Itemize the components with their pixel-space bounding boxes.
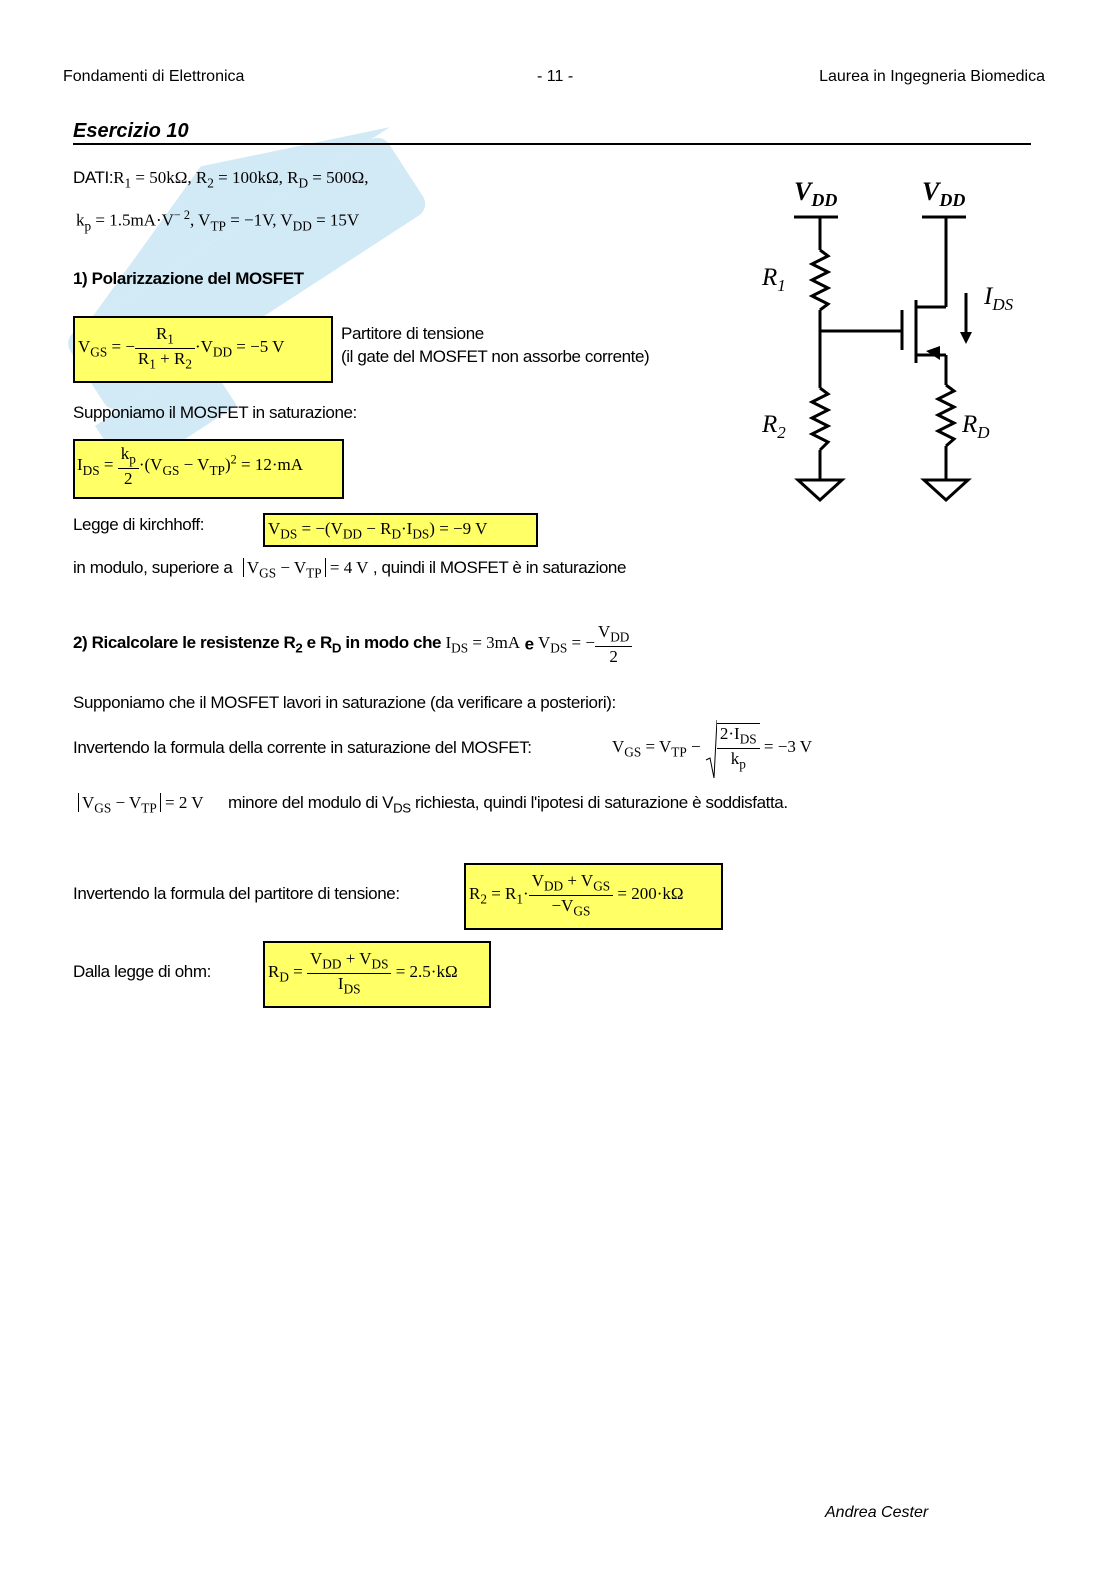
partitore-label: Partitore di tensione — [341, 324, 484, 343]
equation-vgs-2: $V_{GS} = V_{TP}$ − $\frac{2\cdot I_{DS}}{k_p}$ = −3 V — [612, 718, 812, 778]
rd-label: $R_D$ — [962, 411, 990, 442]
saturation-check-line: $V_{GS} - V_{TP} = 2$ V minore del modulo di $V_{DS}$ richiesta, quindi l'ipotesi di saturazione è soddisfatta. — [78, 793, 788, 817]
invert-partitore-label: Invertendo la formula del partitore di tensione: — [73, 884, 400, 903]
equation-vgs: $V_{GS}$ = − $\frac{R_1}{R_1 + R_2}$ $\cdot V_{DD} = -5$ V — [73, 316, 333, 383]
header-course: Fondamenti di Elettronica — [63, 68, 245, 85]
suppose-saturation: Supponiamo il MOSFET in saturazione: — [73, 403, 357, 422]
data-line-1: $DATI:R_1 = 50k\Omega$, $R_2 = 100k\Omega$, $R_D = 500\Omega$, — [73, 168, 369, 191]
kirchhoff-label: Legge di kirchhoff: — [73, 515, 205, 534]
equation-r2: $R_2 = R_1\cdot$ $\frac{V_{DD} + V_{GS}}{-V_{GS}}$ = 200·kΩ — [464, 863, 723, 930]
invert-current-label: Invertendo la formula della corrente in saturazione del MOSFET: — [73, 738, 532, 757]
vdd-right-label: $V_{DD}$ — [922, 177, 966, 210]
equation-ids: $I_{DS}$ = $\frac{k_p}{2}$ $\cdot(V_{GS} - V_{TP})^2 = 12\cdot mA$ — [73, 439, 344, 499]
title-underline — [73, 143, 1031, 145]
equation-vds: $V_{DS} = -(V_{DD} - R_D\cdot I_{DS}) = -9$ V — [263, 513, 538, 547]
ids-label: $I_{DS}$ — [984, 283, 1014, 314]
equation-rd: $R_D$ = $\frac{V_{DD} + V_{DS}}{I_{DS}}$ = 2.5·kΩ — [263, 941, 491, 1008]
suppose-saturation-2: Supponiamo che il MOSFET lavori in saturazione (da verificare a posteriori): — [73, 693, 616, 712]
r2-label: $R_2$ — [762, 411, 786, 442]
r1-label: $R_1$ — [762, 264, 786, 295]
section-1-title: 1) Polarizzazione del MOSFET — [73, 269, 304, 288]
section-2-title: 2) Ricalcolare le resistenze $R_2$ e $R_D$ in modo che $I_{DS} = 3mA$ e $V_{DS}$ = − $\frac{V_{DD}}{2}$ — [73, 622, 632, 667]
header-degree: Laurea in Ingegneria Biomedica — [819, 68, 1045, 85]
vdd-left-label: $V_{DD}$ — [794, 177, 838, 210]
footer-author: Andrea Cester — [825, 1504, 929, 1521]
exercise-title: Esercizio 10 — [73, 120, 189, 142]
modulo-line: in modulo, superiore a $V_{GS} - V_{TP} = 4$ V , quindi il MOSFET è in saturazione — [73, 558, 626, 581]
mosfet-circuit-diagram — [750, 170, 1050, 510]
ohm-label: Dalla legge di ohm: — [73, 962, 211, 981]
header-page-number: - 11 - — [537, 68, 574, 85]
data-line-2: $k_p = 1.5mA\cdot V^{- 2}$, $V_{TP} = -1V$, $V_{DD} = 15V$ — [76, 208, 360, 234]
partitore-note: (il gate del MOSFET non assorbe corrente) — [341, 347, 650, 366]
